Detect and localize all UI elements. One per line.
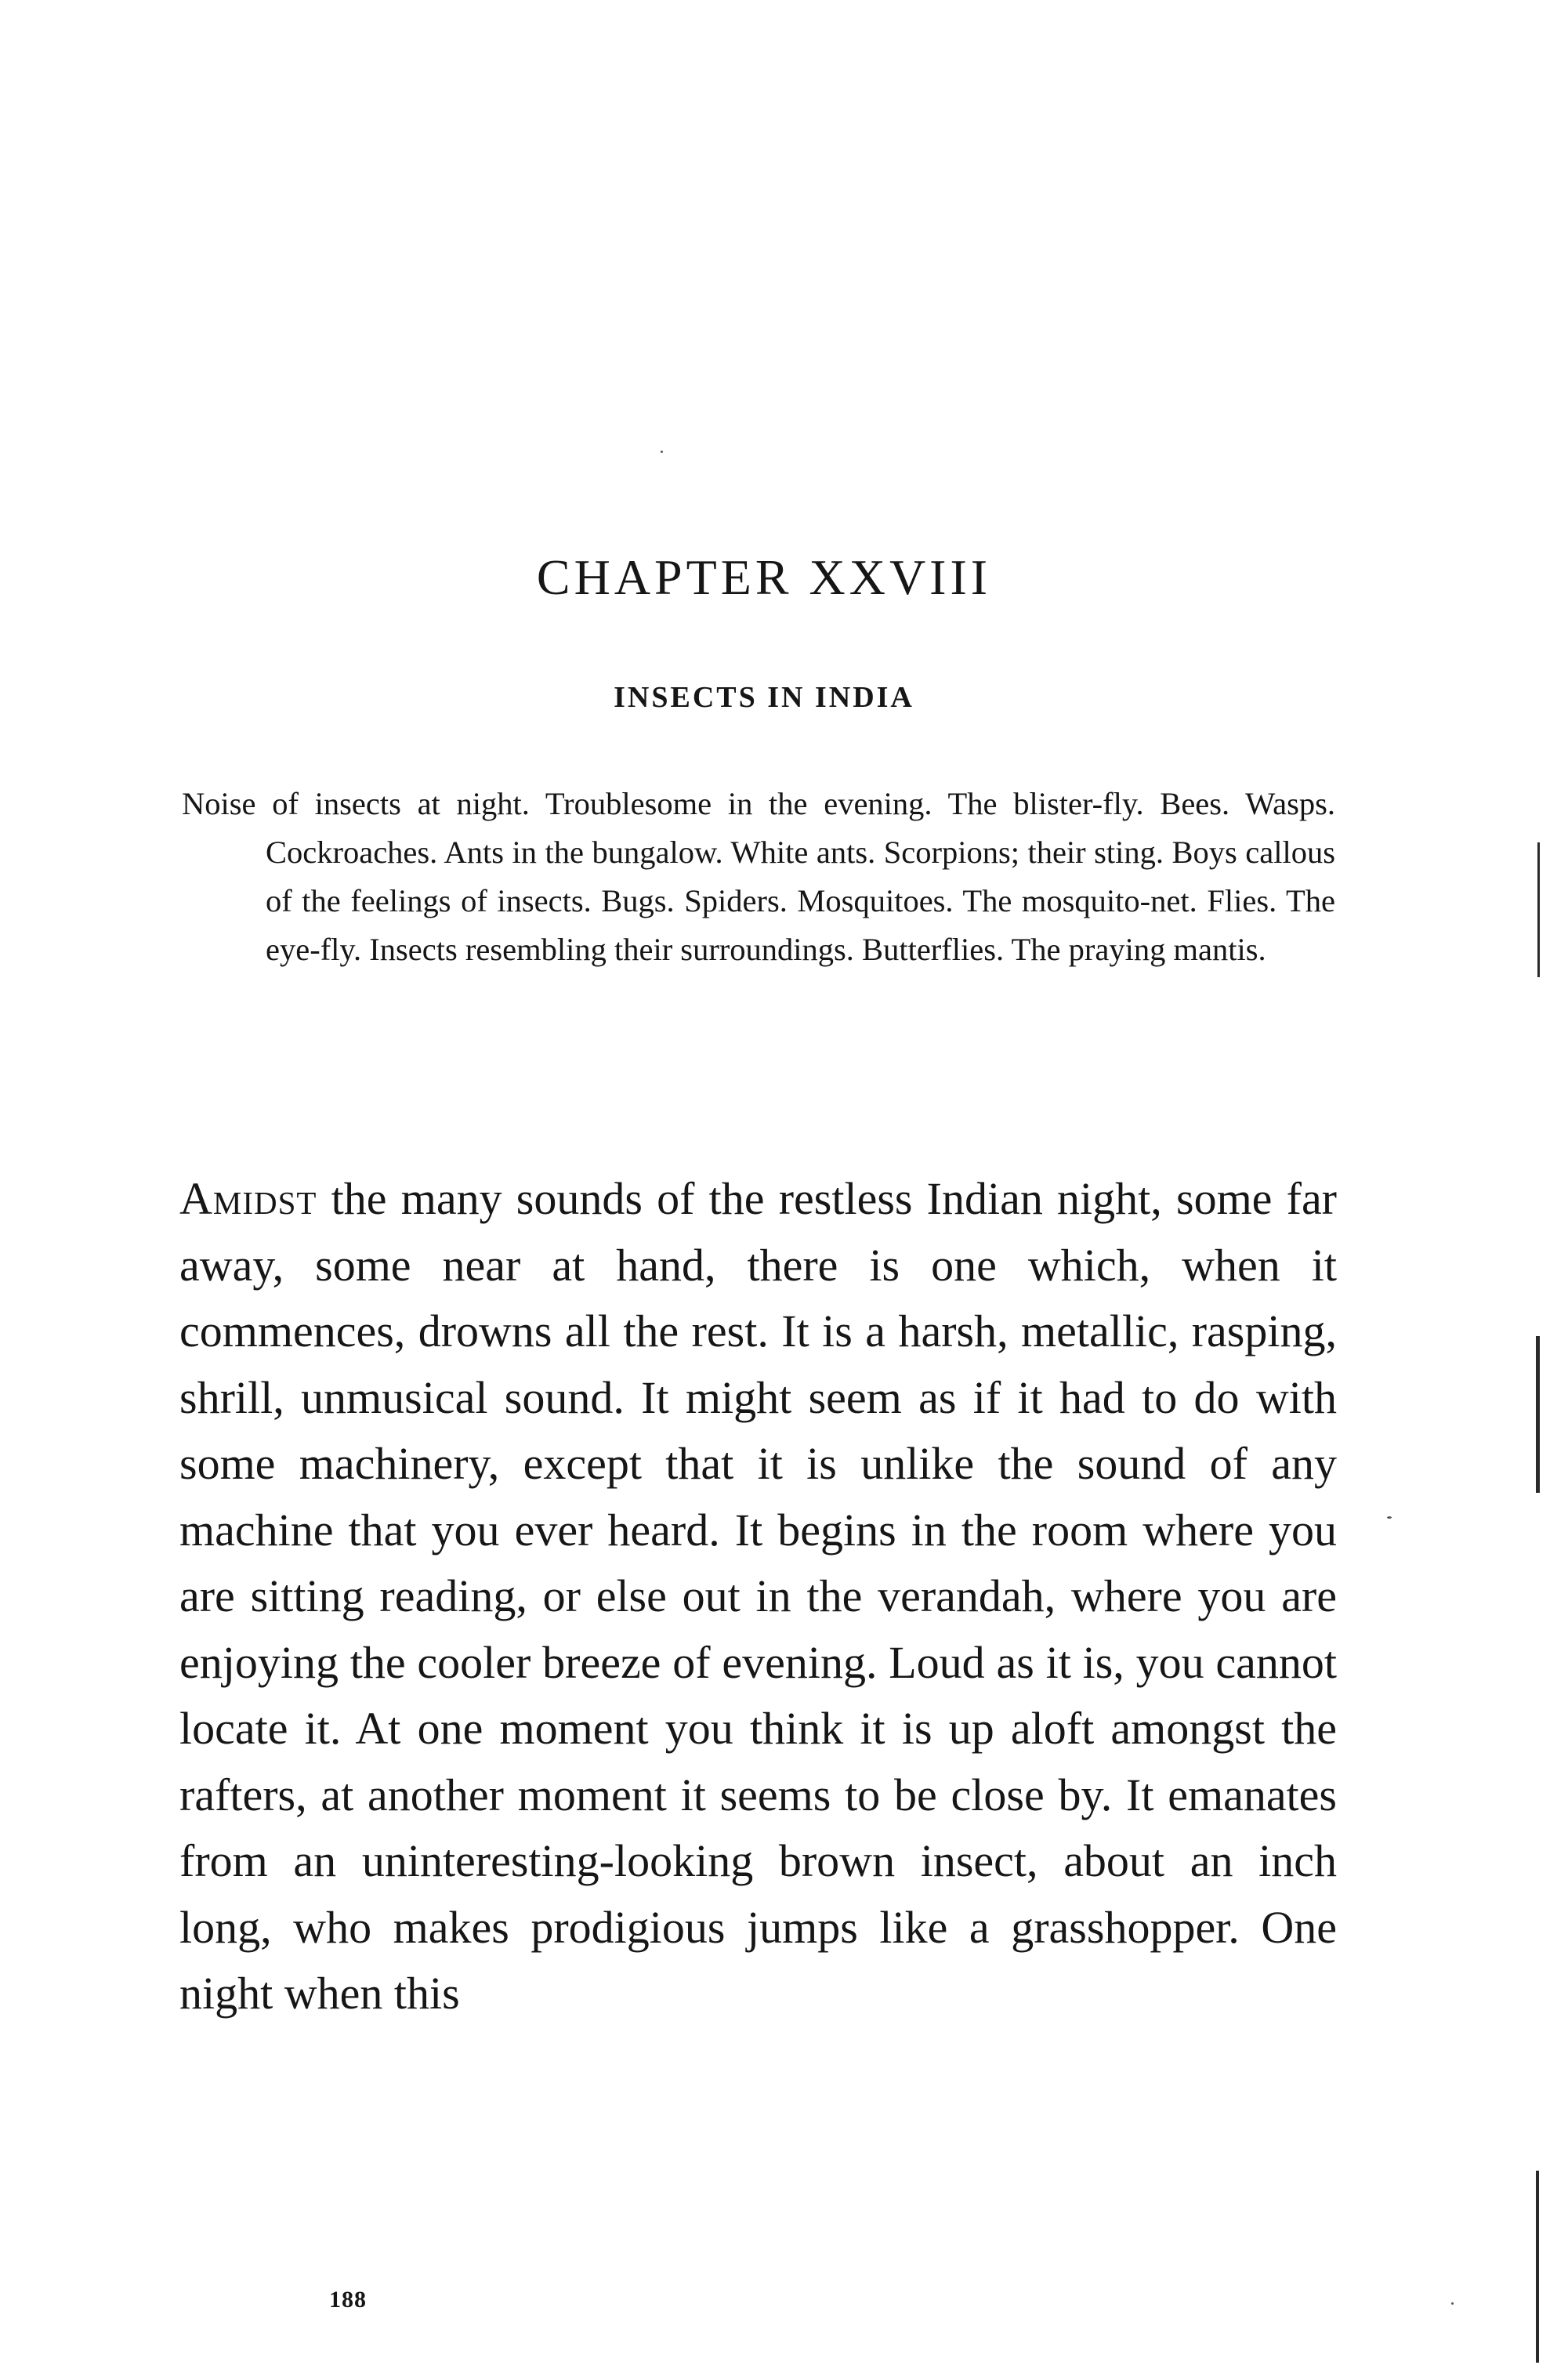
scan-artifact xyxy=(1536,2171,1539,2363)
page-number: 188 xyxy=(329,2287,367,2312)
chapter-subtitle: INSECTS IN INDIA xyxy=(614,681,914,714)
body-text: the many sounds of the restless Indian night, some far away, some near at hand, there is one which, when it commences, drowns all the rest. It is a harsh, metallic, rasping, shrill, unmusical sound. It might seem as if it had to do with some machinery, except that it is unlike the sound of any machine that you ever heard. It begins in the room where you are sitting reading, or else out in the verandah, where you are enjoying the cooler breeze of evening. Loud as it is, you cannot locate it. At one moment you think it is up aloft amongst the rafters, at another moment it seems to be close by. It emanates from an uninteresting-looking brown insect, about an inch long, who makes prodigious jumps like a grasshopper. One night when this xyxy=(179,1173,1338,2019)
lead-in-word: Amidst xyxy=(179,1173,317,1224)
scan-artifact xyxy=(1536,1336,1540,1493)
chapter-title: CHAPTER XXVIII xyxy=(536,549,992,605)
scan-speck xyxy=(1387,1516,1392,1519)
scan-speck xyxy=(661,451,663,453)
body-paragraph xyxy=(179,1166,1337,2027)
scan-artifact xyxy=(1537,842,1540,977)
chapter-synopsis: Noise of insects at night. Troublesome in the evening. The blister-fly. Bees. Wasps. Cockroaches. Ants in the bungalow. White ants. Scorpions; their sting. Boys callous of the feelings of insects. Bugs. Spiders. Mosquitoes. The mosquito-net. Flies. The eye-fly. Insects resembling their surroundings. Butterflies. The praying mantis. xyxy=(182,786,1335,967)
scan-speck xyxy=(1451,2302,1454,2305)
